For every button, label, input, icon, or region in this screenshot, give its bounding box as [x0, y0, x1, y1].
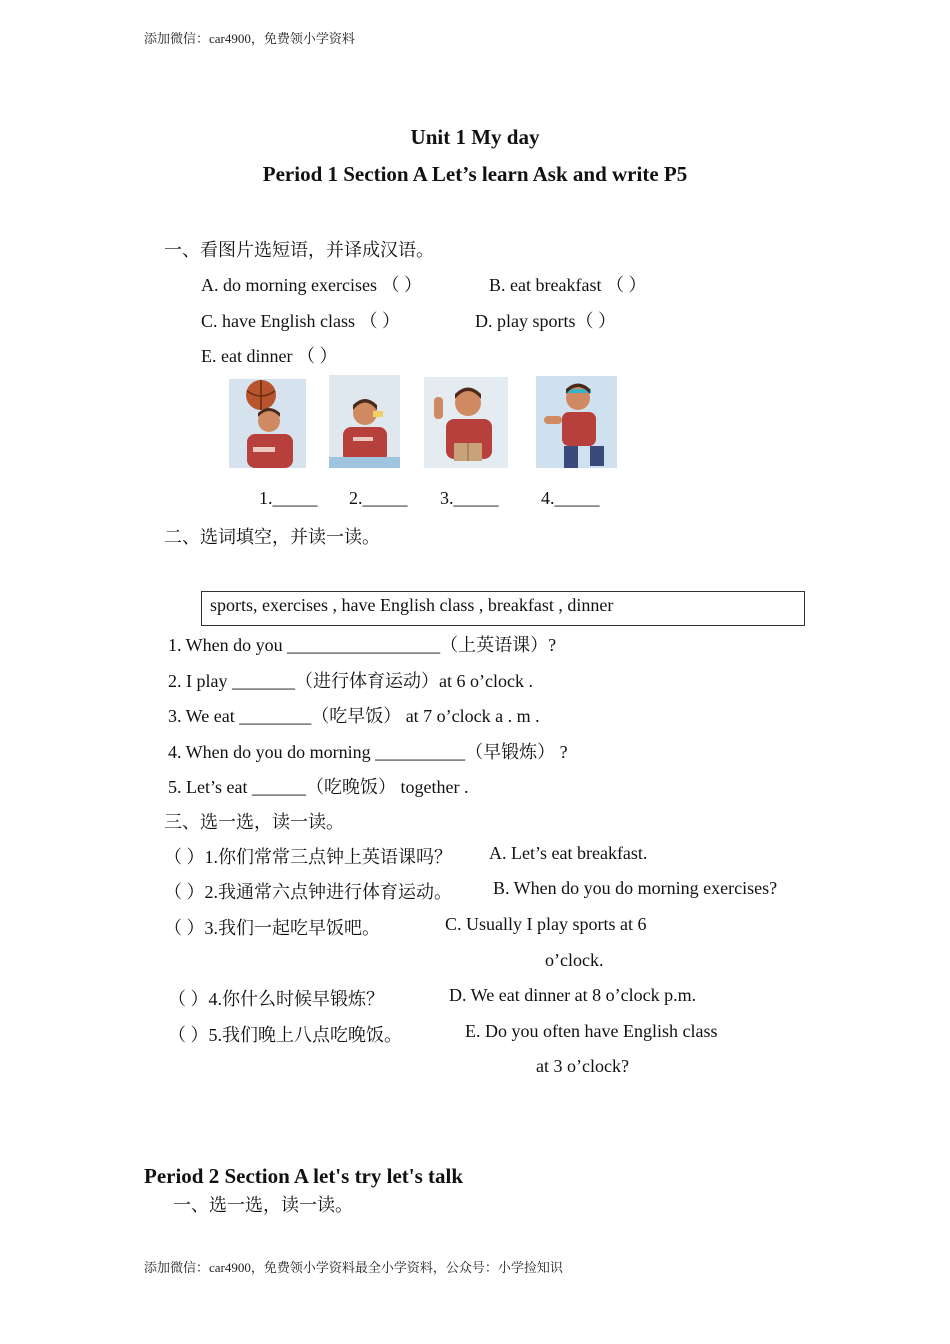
blank-1[interactable]: 1._____ [259, 488, 318, 508]
fill-sentence-3: 3. We eat ________（吃早饭） at 7 o’clock a . m . [168, 706, 540, 726]
fill-sentence-5: 5. Let’s eat ______（吃晚饭） together . [168, 777, 469, 797]
match-right-a: A. Let’s eat breakfast. [489, 843, 648, 863]
boy-eating-icon [329, 375, 400, 468]
option-c: C. have English class （ ） [201, 311, 400, 331]
boy-running-icon [536, 376, 617, 468]
footer-note: 添加微信：car4900，免费领小学资料最全小学资料，公众号：小学捡知识 [144, 1260, 563, 1275]
boy-reading-icon [424, 377, 508, 468]
match-left-2: （ ）2.我通常六点钟进行体育运动。 [164, 882, 452, 902]
option-d: D. play sports（ ） [475, 311, 616, 331]
period2-title: Period 2 Section A let's try let's talk [144, 1164, 464, 1188]
header-note: 添加微信：car4900，免费领小学资料 [144, 31, 355, 46]
option-e: E. eat dinner （ ） [201, 346, 338, 366]
fill-sentence-4: 4. When do you do morning __________（早锻炼） ? [168, 742, 568, 762]
fill-sentence-1: 1. When do you _________________（上英语课）? [168, 635, 557, 655]
match-left-1: （ ）1.你们常常三点钟上英语课吗？ [164, 847, 452, 867]
match-right-b: B. When do you do morning exercises? [493, 878, 778, 898]
section2-heading: 二、选词填空，并读一读。 [164, 527, 380, 547]
match-left-4: （ ）4.你什么时候早锻炼？ [168, 989, 384, 1009]
match-left-5: （ ）5.我们晚上八点吃晚饭。 [168, 1025, 402, 1045]
word-bank-text: sports, exercises , have English class , breakfast , dinner [210, 595, 614, 615]
match-right-e-cont: at 3 o’clock? [536, 1056, 629, 1076]
blank-2[interactable]: 2._____ [349, 488, 408, 508]
blank-4[interactable]: 4._____ [541, 488, 600, 508]
match-left-3: （ ）3.我们一起吃早饭吧。 [164, 918, 380, 938]
section1-heading: 一、看图片选短语，并译成汉语。 [164, 240, 434, 260]
match-right-e: E. Do you often have English class [465, 1021, 718, 1041]
period2-heading: 一、选一选，读一读。 [173, 1195, 353, 1215]
fill-sentence-2: 2. I play _______（进行体育运动）at 6 o’clock . [168, 671, 533, 691]
match-right-c-cont: o’clock. [545, 950, 604, 970]
section3-heading: 三、选一选，读一读。 [164, 812, 344, 832]
page-title: Unit 1 My day [410, 125, 540, 149]
match-right-d: D. We eat dinner at 8 o’clock p.m. [449, 985, 697, 1005]
boy-basketball-icon [229, 379, 306, 468]
option-a: A. do morning exercises （ ） [201, 275, 422, 295]
option-b: B. eat breakfast （ ） [489, 275, 647, 295]
word-bank [201, 591, 805, 626]
blank-3[interactable]: 3._____ [440, 488, 499, 508]
page-subtitle: Period 1 Section A Let’s learn Ask and write P5 [262, 162, 688, 186]
match-right-c: C. Usually I play sports at 6 [445, 914, 647, 934]
